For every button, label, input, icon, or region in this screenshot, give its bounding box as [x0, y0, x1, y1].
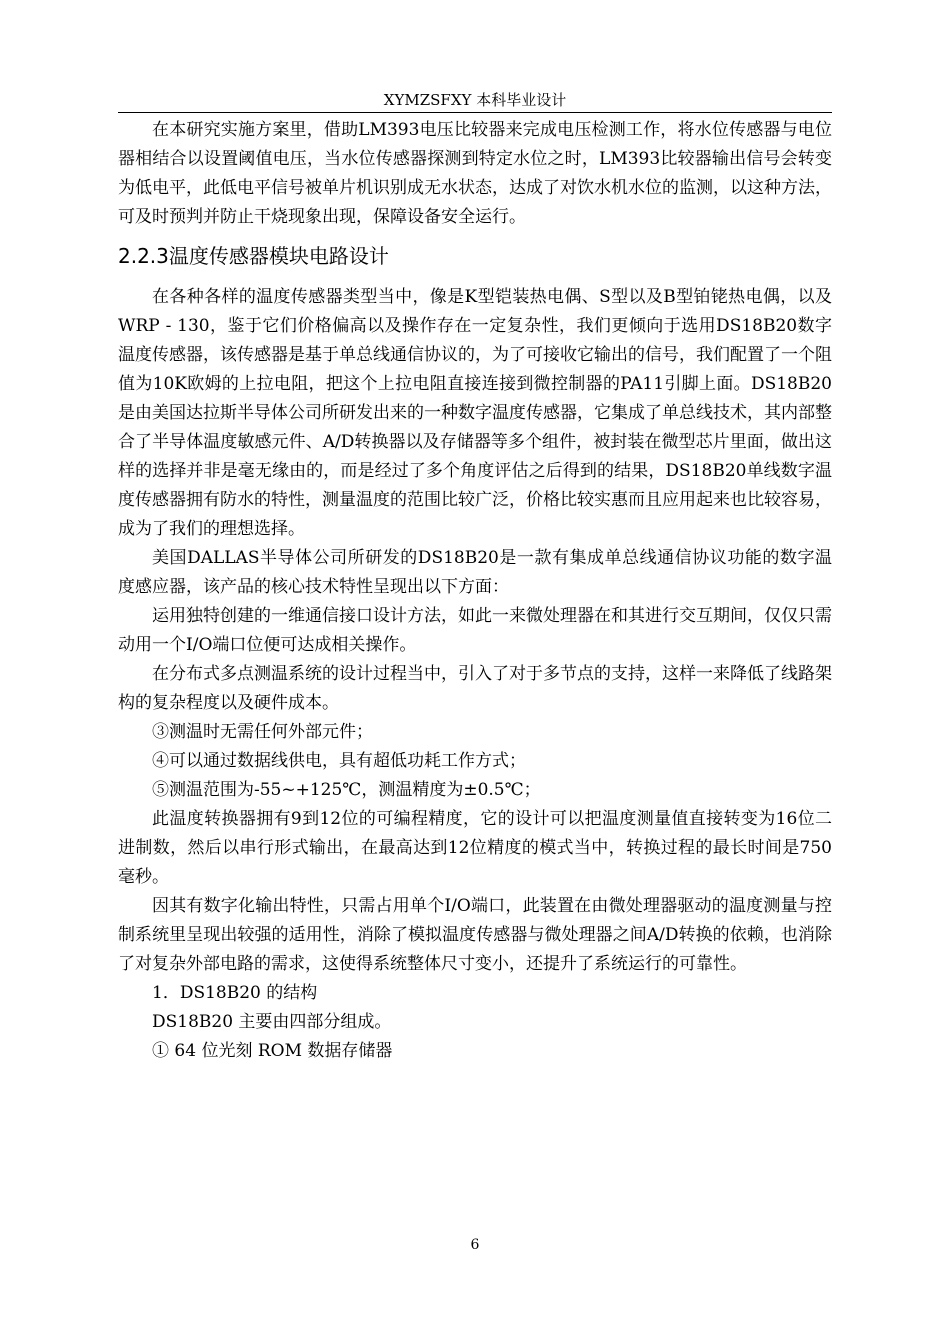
header-divider — [118, 112, 832, 113]
page-body — [118, 116, 832, 1066]
list-item-range: ⑤测温范围为-55~+125℃，测温精度为±0.5℃； — [152, 780, 541, 800]
paragraph-four-parts: DS18B20 主要由四部分组成。 — [152, 1012, 392, 1032]
paragraph-sensor-choice: 在各种各样的温度传感器类型当中，像是K型铠装热电偶、S型以及B型铂铑热电偶，以及WRP - 130，鉴于它们价格偏高以及操作存在一定复杂性，我们更倾向于选用DS18B20数字温度传感器，该传感器是基于单总线通信协议的，为了可接收它输出的信号，我们配置了一个阻值为10K欧姆的上拉电阻，把这个上拉电阻直接连接到微控制器的PA11引脚上面。DS18B20是由美国达拉斯半导体公司所研发出来的一种数字温度传感器，它集成了单总线技术，其内部整合了半导体温度敏感元件、A/D转换器以及存储器等多个组件，被封装在微型芯片里面，做出这样的选择并非是毫无缘由的，而是经过了多个角度评估之后得到的结果，DS18B20单线数字温度传感器拥有防水的特性，测量温度的范围比较广泛，价格比较实惠而且应用起来也比较容易，成为了我们的理想选择。 — [118, 287, 832, 539]
paragraph-resolution: 此温度转换器拥有9到12位的可编程精度，它的设计可以把温度测量值直接转变为16位二进制数，然后以串行形式输出，在最高达到12位精度的模式当中，转换过程的最长时间是750毫秒。 — [118, 809, 832, 887]
list-item-rom: ① 64 位光刻 ROM 数据存储器 — [152, 1041, 393, 1061]
paragraph-one-wire: 运用独特创建的一维通信接口设计方法，如此一来微处理器在和其进行交互期间，仅仅只需动用一个I/O端口位便可达成相关操作。 — [118, 606, 832, 655]
paragraph-digital-output: 因其有数字化输出特性，只需占用单个I/O端口，此装置在由微处理器驱动的温度测量与控制系统里呈现出较强的适用性，消除了模拟温度传感器与微处理器之间A/D转换的依赖，也消除了对复杂外部电路的需求，这使得系统整体尺寸变小，还提升了系统运行的可靠性。 — [118, 896, 832, 974]
paragraph-dallas-intro: 美国DALLAS半导体公司所研发的DS18B20是一款有集成单总线通信协议功能的数字温度感应器，该产品的核心技术特性呈现出以下方面： — [118, 548, 832, 597]
section-heading: 2.2.3温度传感器模块电路设计 — [118, 244, 389, 268]
paragraph-water-level: 在本研究实施方案里，借助LM393电压比较器来完成电压检测工作，将水位传感器与电位器相结合以设置阈值电压，当水位传感器探测到特定水位之时，LM393比较器输出信号会转变为低电平，此低电平信号被单片机识别成无水状态，达成了对饮水机水位的监测，以这种方法，可及时预判并防止干烧现象出现，保障设备安全运行。 — [118, 120, 832, 227]
list-item-power: ④可以通过数据线供电，具有超低功耗工作方式； — [152, 751, 526, 771]
paragraph-multipoint: 在分布式多点测温系统的设计过程当中，引入了对于多节点的支持，这样一来降低了线路架构的复杂程度以及硬件成本。 — [118, 664, 832, 713]
list-item-no-external: ③测温时无需任何外部元件； — [152, 722, 373, 742]
running-header: XYMZSFXY 本科毕业设计 — [383, 91, 567, 109]
page-number: 6 — [470, 1237, 480, 1253]
subheading-structure: 1．DS18B20 的结构 — [152, 983, 318, 1003]
